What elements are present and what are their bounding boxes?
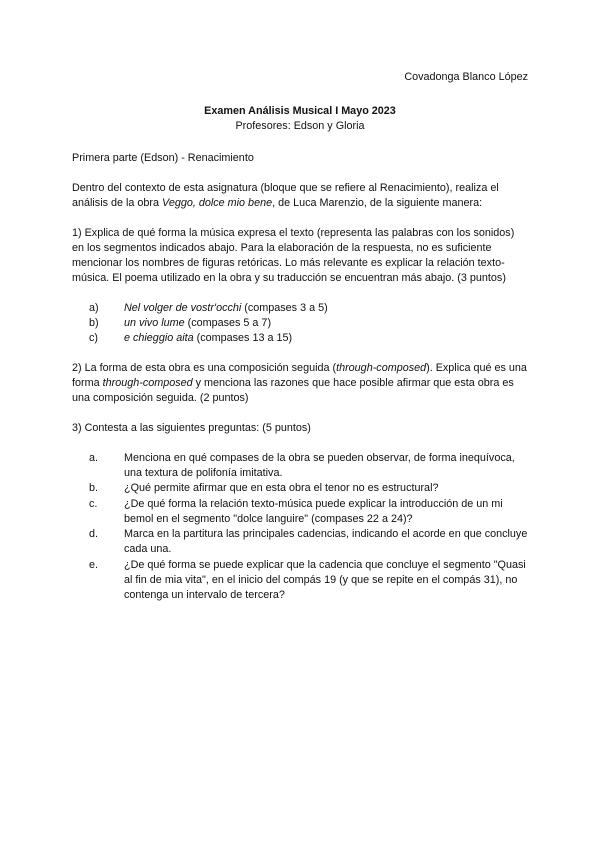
list-item-text: Menciona en qué compases de la obra se pueden observar, de forma inequívoca, una textura de polifonía imitativa. — [124, 452, 515, 479]
list-item — [72, 316, 528, 331]
segment-phrase: Nel volger de vostr'occhi — [124, 302, 242, 314]
list-marker: a) — [89, 302, 99, 314]
work-title: Veggo, dolce mio bene — [162, 197, 273, 209]
q2-part1: 2) La forma de esta obra es una composición seguida ( — [72, 362, 337, 374]
list-marker: b. — [89, 482, 99, 495]
segment-phrase: e chieggio aita — [124, 332, 194, 344]
list-item-text: ¿De qué forma se puede explicar que la cadencia que concluye el segmento "Quasi al fin de mia vita", en el inicio del compás 19 (y que se repite en el compás 31), no contenga un intervalo de tercera? — [124, 558, 526, 601]
question-3-list — [72, 451, 528, 603]
part-heading: Primera parte (Edson) - Renacimiento — [72, 152, 254, 164]
list-item — [72, 331, 528, 346]
question-1: 1) Explica de qué forma la música expresa el texto (representa las palabras con los sonidos) en los segmentos indicados abajo. Para la elaboración de la respuesta, no es suficiente mencionar los nombres de figuras retóricas. Lo más relevante es explicar la relación texto-música. El poema utilizado en la obra y su traducción se encuentran más abajo. (3 puntos) — [72, 227, 515, 284]
author-name: Covadonga Blanco López — [404, 71, 528, 83]
q2-term2: through-composed — [102, 377, 193, 389]
list-marker: d. — [89, 528, 99, 541]
list-item — [72, 301, 528, 316]
question-1-list — [72, 301, 528, 346]
q2-part3: y menciona las razones que hace posible afirmar que esta obra es una composición seguida. (2 puntos) — [72, 377, 514, 404]
list-marker: b) — [89, 317, 99, 329]
list-item-text: Marca en la partitura las principales cadencias, indicando el acorde en que concluye cada una. — [124, 528, 528, 556]
intro-paragraph — [72, 181, 528, 211]
list-item — [72, 497, 528, 527]
list-marker: a. — [89, 452, 99, 464]
segment-detail: (compases 5 a 7) — [184, 317, 272, 329]
list-marker: c. — [89, 497, 98, 510]
list-item — [72, 481, 528, 496]
intro-text-before: Dentro del contexto de esta asignatura (bloque que se refiere al Renacimiento), realiza el análisis de la obra — [72, 182, 499, 209]
list-item — [72, 451, 528, 481]
segment-detail: (compases 13 a 15) — [193, 332, 293, 344]
list-marker: c) — [89, 332, 98, 344]
list-item-text: ¿Qué permite afirmar que en esta obra el tenor no es estructural? — [124, 482, 439, 495]
exam-subtitle: Profesores: Edson y Gloria — [235, 120, 365, 132]
list-item — [72, 527, 528, 557]
segment-detail: (compases 3 a 5) — [241, 302, 328, 314]
list-item — [72, 558, 528, 603]
question-3: 3) Contesta a las siguientes preguntas: (5 puntos) — [72, 422, 311, 434]
q2-part2: ). Explica qué es una forma — [72, 362, 527, 389]
intro-text-after: , de Luca Marenzio, de la siguiente manera: — [272, 197, 483, 209]
list-marker: e. — [89, 558, 99, 571]
q2-term1: through-composed — [336, 362, 427, 374]
exam-title: Examen Análisis Musical I Mayo 2023 — [204, 105, 396, 117]
segment-phrase: un vivo lume — [124, 317, 185, 329]
question-2 — [72, 361, 528, 406]
list-item-text: ¿De qué forma la relación texto-música puede explicar la introducción de un mi bemol en el segmento "dolce languire" (compases 22 a 24)? — [124, 497, 503, 525]
